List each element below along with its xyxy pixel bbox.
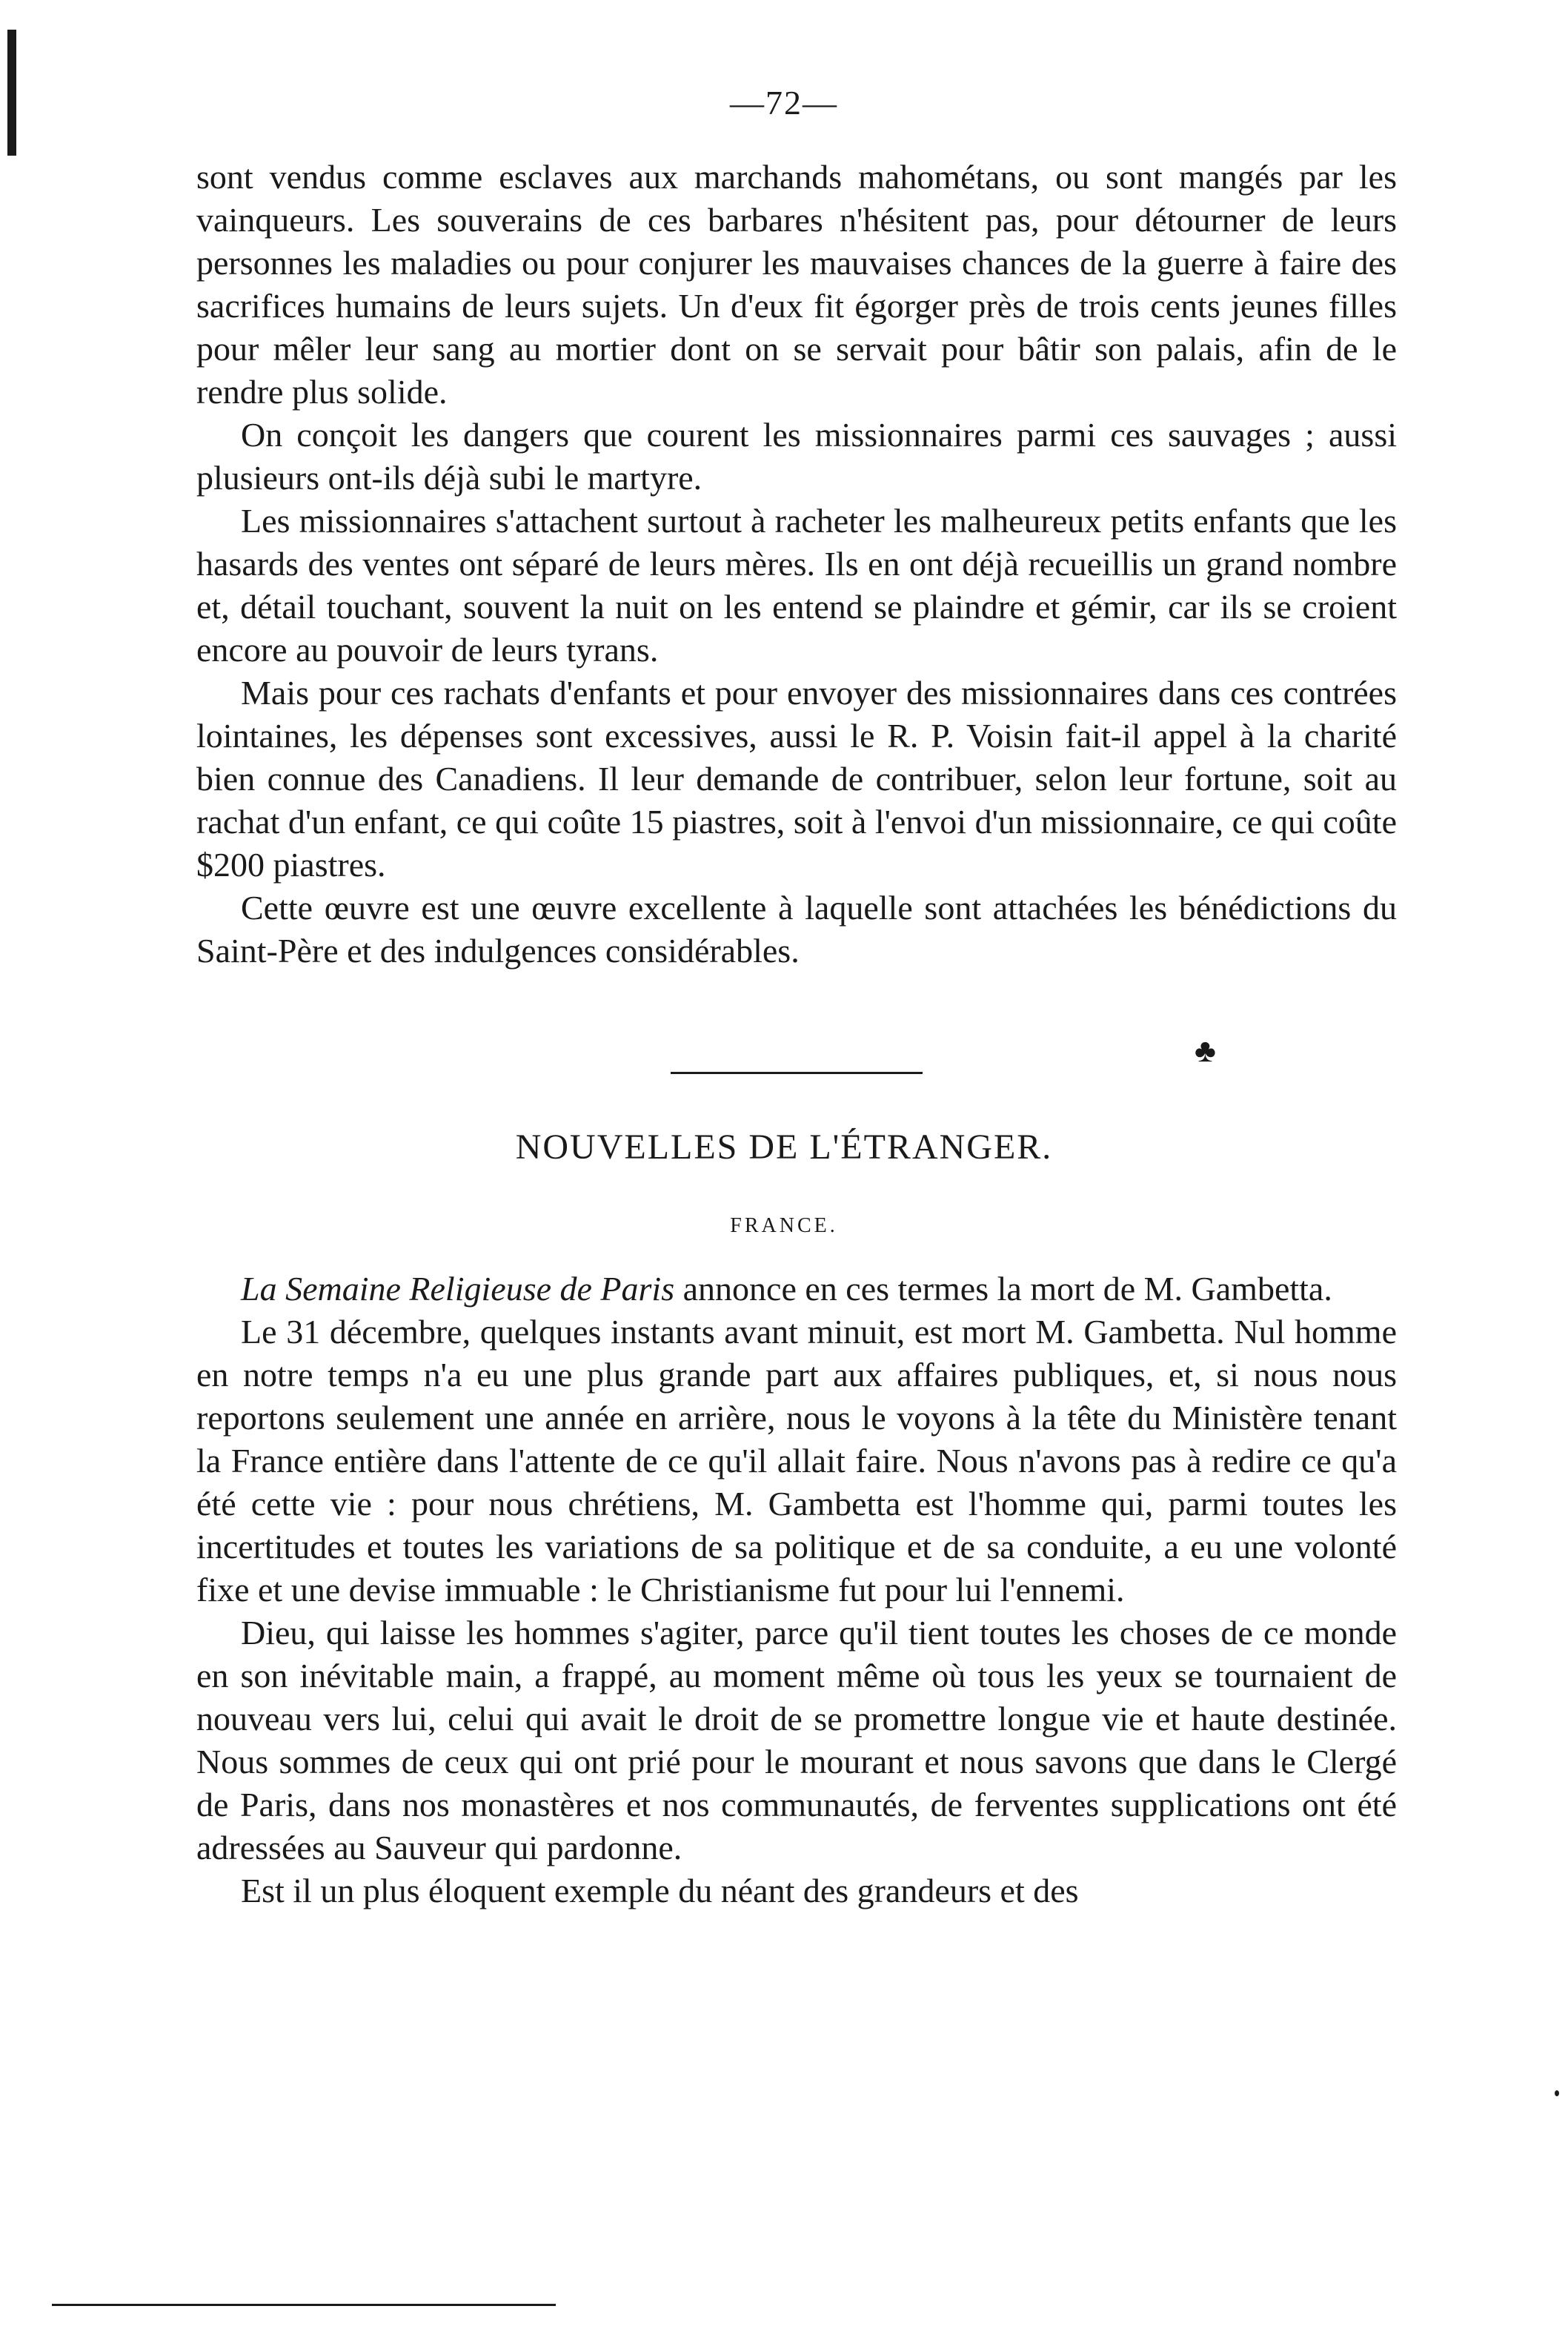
paragraph: Le 31 décembre, quelques instants avant minuit, est mort M. Gambetta. Nul homme en notre temps n'a eu une plus grande part aux affaires publiques, et, si nous nous reportons seulement une année en arrière, nous le voyons à la tête du Ministère tenant la France entière dans l'attente de ce qu'il allait faire. Nous n'avons pas à redire ce qu'a été cette vie : pour nous chrétiens, M. Gambetta est l'homme qui, parmi toutes les incertitudes et toutes les variations de sa politique et de sa conduite, a eu une volonté fixe et une devise immuable : le Christianisme fut pour lui l'ennemi. — [196, 1313, 1397, 1609]
paragraph: Est il un plus éloquent exemple du néant des grandeurs et des — [241, 1872, 1079, 1909]
intro-text: annonce en ces termes la mort de M. Gambetta. — [674, 1270, 1332, 1308]
ink-speck — [1555, 2090, 1559, 2096]
intro-paragraph — [196, 1268, 1397, 1311]
paragraph: Dieu, qui laisse les hommes s'agiter, parce qu'il tient toutes les choses de ce monde en son inévitable main, a frappé, au moment même où tous les yeux se tournaient de nouveau vers lui, celui qui avait le droit de se promettre longue vie et haute destinée. Nous sommes de ceux qui ont prié pour le mourant et nous savons que dans le Clergé de Paris, dans nos monastères et nos communautés, de ferventes supplications ont été adressées au Sauveur qui pardonne. — [196, 1614, 1397, 1866]
paragraph: Mais pour ces rachats d'enfants et pour envoyer des missionnaires dans ces contrées lointaines, les dépenses sont excessives, aussi le R. P. Voisin fait-il appel à la charité bien connue des Canadiens. Il leur demande de contribuer, selon leur fortune, soit au rachat d'un enfant, ce qui coûte 15 piastres, soit à l'envoi d'un missionnaire, ce qui coûte $200 piastres. — [196, 674, 1397, 884]
article-continuation — [196, 156, 1397, 973]
page-number: —72— — [730, 84, 838, 122]
paragraph: Les missionnaires s'attachent surtout à racheter les malheureux petits enfants que les hasards des ventes ont séparé de leurs mères. Ils en ont déjà recueillis un grand nombre et, détail touchant, souvent la nuit on les entend se plaindre et gémir, car ils se croient encore au pouvoir de leurs tyrans. — [196, 502, 1397, 669]
section-title: NOUVELLES DE L'ÉTRANGER. — [515, 1127, 1053, 1167]
ornament-icon: ♣ — [1195, 1033, 1216, 1069]
publication-title: La Semaine Religieuse de Paris — [241, 1270, 675, 1308]
subsection-title: FRANCE. — [730, 1214, 838, 1237]
paragraph: Cette œuvre est une œuvre excellente à laquelle sont attachées les bénédictions du Saint-Père et des indulgences considérables. — [196, 889, 1397, 970]
footer-rule — [52, 2304, 556, 2306]
paragraph: sont vendus comme esclaves aux marchands mahométans, ou sont mangés par les vainqueurs. Les souverains de ces barbares n'hésitent pas, pour détourner de leurs personnes les maladies ou pour conjurer les mauvaises chances de la guerre à faire des sacrifices humains de leurs sujets. Un d'eux fit égorger près de trois cents jeunes filles pour mêler leur sang au mortier dont on se servait pour bâtir son palais, afin de le rendre plus solide. — [196, 158, 1397, 411]
section-divider — [671, 1072, 923, 1074]
paragraph: On conçoit les dangers que courent les missionnaires parmi ces sauvages ; aussi plusieurs ont-ils déjà subi le martyre. — [196, 416, 1397, 497]
foreign-news-article — [196, 1268, 1397, 1912]
